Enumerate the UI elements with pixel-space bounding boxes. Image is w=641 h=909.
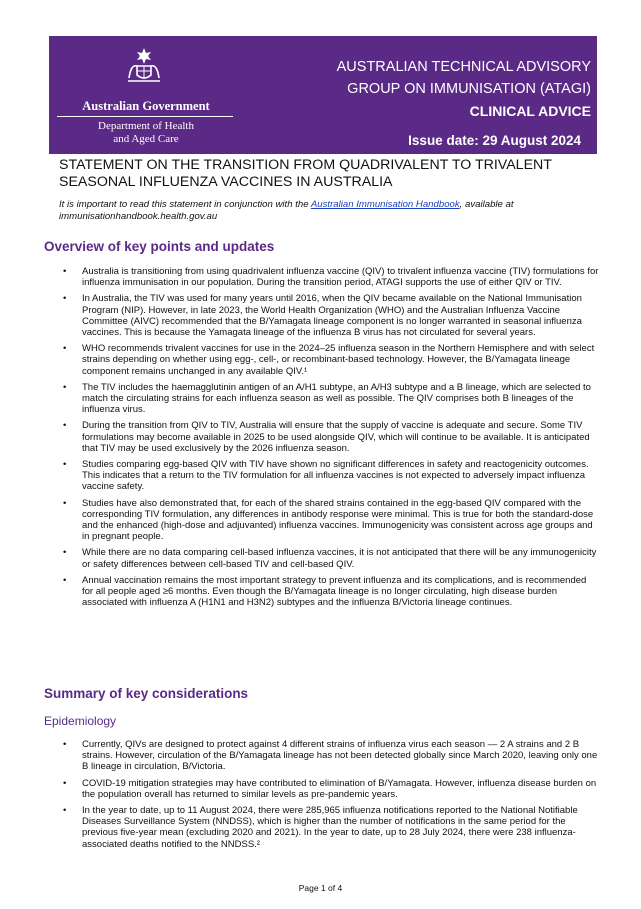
coat-of-arms-icon (125, 46, 163, 84)
list-item: • Currently, QIVs are designed to protect against 4 different strains of influenza virus each season — 2 A strains and 2 B strains. However, circulation of the B/Yamagata lineage has not been detected globally since March 2020, leaving only one B lineage in circulation, B/Victoria. (63, 739, 599, 773)
list-item: • While there are no data comparing cell-based influenza vaccines, it is not anticipated that there will be any immunogenicity or safety differences between cell-based TIV and cell-based QIV. (63, 547, 599, 569)
organisation-line-1: AUSTRALIAN TECHNICAL ADVISORY (336, 59, 591, 75)
epidemiology-subheading: Epidemiology (44, 714, 117, 728)
list-item: • COVID-19 mitigation strategies may have contributed to elimination of B/Yamagata. However, influenza disease burden on the population overall has returned to similar levels as pre-pandemic years. (63, 778, 599, 800)
department-line-2: and Aged Care (113, 133, 179, 145)
document-category: CLINICAL ADVICE (469, 103, 591, 119)
list-item: • The TIV includes the haemagglutinin antigen of an A/H1 subtype, an A/H3 subtype and a B lineage, which are selected to match the circulating strains for each influenza season as well as possible. The QIV comprises both B lineages of the influenza virus. (63, 382, 599, 416)
intro-note (59, 199, 589, 223)
intro-text-before: It is important to read this statement in conjunction with the (59, 199, 311, 210)
list-item: • Australia is transitioning from using quadrivalent influenza vaccine (QIV) to trivalent influenza vaccine (TIV) formulations for influenza immunisation in our population. During the transition period, ATAGI supports the use of either QIV or TIV. (63, 266, 599, 288)
title-line-1: STATEMENT ON THE TRANSITION FROM QUADRIVALENT TO TRIVALENT (59, 157, 552, 173)
list-item: • In the year to date, up to 11 August 2024, there were 285,965 influenza notifications reported to the National Notifiable Diseases Surveillance System (NNDSS), which is higher than the number of notifications in the same period for the previous five-year mean (excluding 2020 and 2021). In the year to date, up to 28 July 2024, there were 238 influenza-associated deaths notified to the NNDSS.² (63, 805, 599, 850)
list-item: • In Australia, the TIV was used for many years until 2016, when the QIV became available on the National Immunisation Program (NIP). However, in late 2023, the World Health Organization (WHO) and the Australian Influenza Vaccine Committee (AIVC) recommended that the B/Yamagata lineage component is no longer warranted in seasonal influenza vaccines. This is because the Yamagata lineage of the influenza B virus has not circulated for several years. (63, 293, 599, 338)
government-name: Australian Government (82, 99, 210, 113)
list-item: • Annual vaccination remains the most important strategy to prevent influenza and its complications, and is recommended for all people aged ≥6 months. Even though the B/Yamagata lineage is no longer circulating, high disease burden associated with influenza A (H1N1 and H3N2) subtypes and the influenza B/Victoria lineage continues. (63, 575, 599, 609)
issue-date: Issue date: 29 August 2024 (408, 133, 581, 148)
header-banner (49, 36, 597, 154)
page-number: Page 1 of 4 (298, 883, 343, 893)
department-name (53, 120, 239, 146)
intro-text-after: , available at immunisationhandbook.health.gov.au (59, 199, 514, 222)
overview-heading: Overview of key points and updates (44, 239, 275, 254)
handbook-link[interactable]: Australian Immunisation Handbook (310, 199, 460, 210)
epidemiology-list (63, 739, 599, 855)
department-line-1: Department of Health (98, 120, 194, 132)
divider (57, 116, 233, 117)
organisation-line-2: GROUP ON IMMUNISATION (ATAGI) (347, 81, 591, 97)
organisation-name (337, 56, 591, 100)
summary-heading: Summary of key considerations (44, 686, 249, 701)
page-title (59, 157, 609, 191)
overview-list (63, 266, 599, 613)
list-item: • During the transition from QIV to TIV, Australia will ensure that the supply of vaccine is adequate and secure. Some TIV formulations may become available in 2025 to be used alongside QIV, which will continue to be available. It is anticipated that TIV may be used exclusively by the 2026 influenza season. (63, 420, 599, 454)
list-item: • Studies have also demonstrated that, for each of the shared strains contained in the egg-based QIV compared with the corresponding TIV formulation, any differences in antibody response were minimal. This is true for both the standard-dose and the enhanced (high-dose and adjuvanted) influenza vaccines. Immunogenicity was consistent across age groups and in pregnant people. (63, 498, 599, 543)
title-line-2: SEASONAL INFLUENZA VACCINES IN AUSTRALIA (59, 174, 393, 190)
list-item: • Studies comparing egg-based QIV with TIV have shown no significant differences in safety and reactogenicity outcomes. This indicates that a return to the TIV formulation for all influenza vaccines is not expected to adversely impact influenza vaccine safety. (63, 459, 599, 493)
list-item: • WHO recommends trivalent vaccines for use in the 2024–25 influenza season in the Northern Hemisphere and with select strains depending on whether using egg-, cell-, or recombinant-based technology. However, the B/Yamagata lineage component remains unchanged in any available QIV.¹ (63, 343, 599, 377)
